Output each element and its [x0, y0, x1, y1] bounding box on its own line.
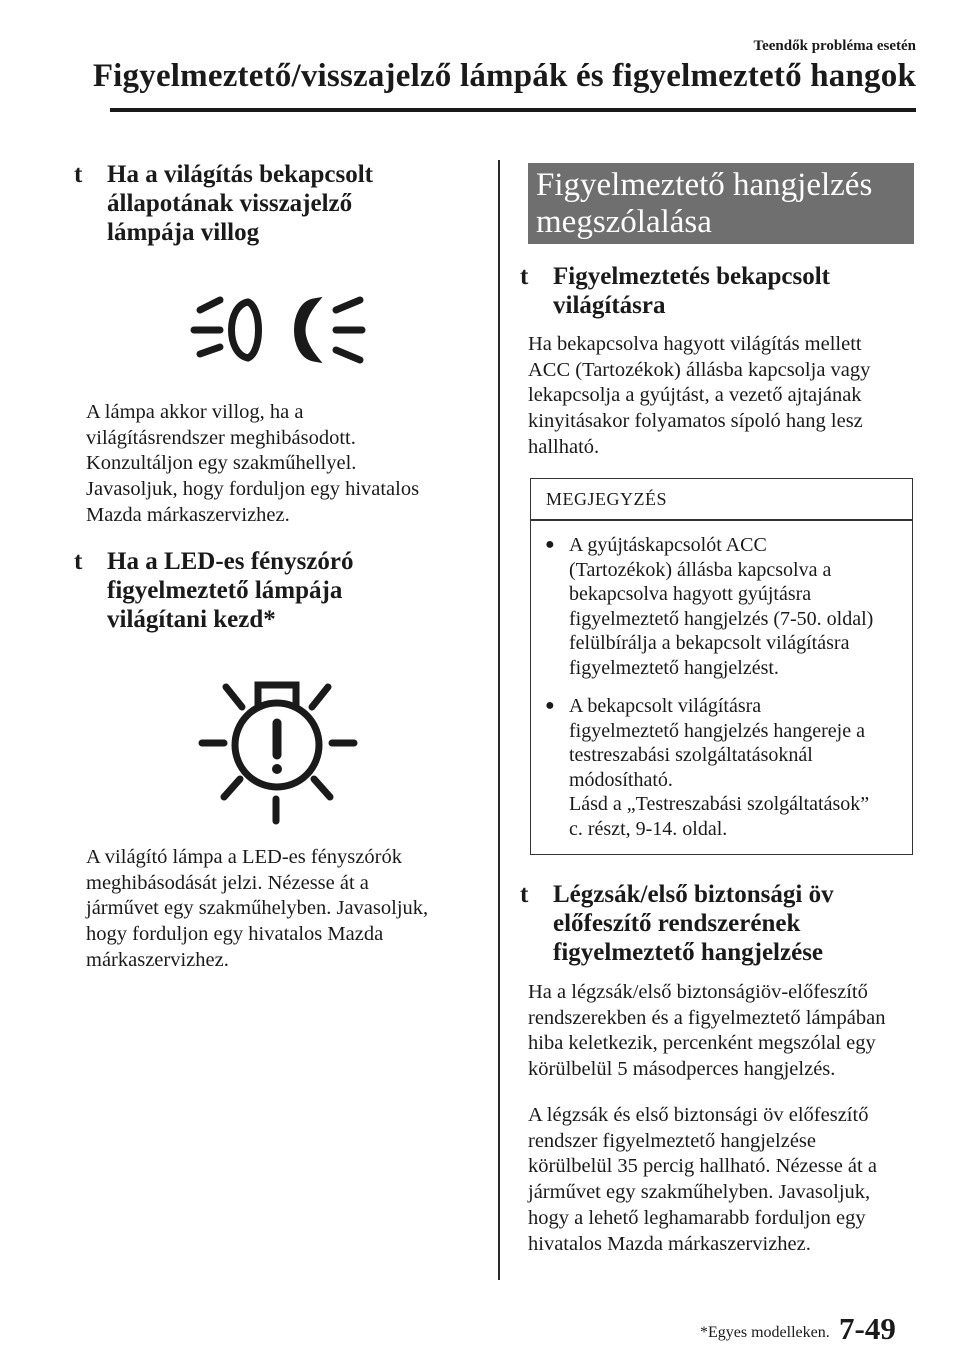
- text-line: hiba keletkezik, percenként megszólal egy: [528, 1032, 876, 1055]
- text-line: világításrendszer meghibásodott.: [86, 426, 356, 449]
- headlight-indicator-icon: [190, 292, 370, 372]
- text-line: kinyitásakor folyamatos sípoló hang lesz: [528, 410, 863, 433]
- text-line: bekapcsolva hagyott gyújtásra: [569, 583, 812, 606]
- heading-line: Figyelmeztetés bekapcsolt: [553, 263, 831, 290]
- text-line: hivatalos Mazda márkaszervizhez.: [528, 1232, 811, 1255]
- text-line: hogy forduljon egy hivatalos Mazda: [86, 923, 384, 946]
- heading-line: állapotának visszajelző: [107, 190, 353, 217]
- text-line: meghibásodását jelzi. Nézesse át a: [86, 871, 369, 894]
- text-line: figyelmeztető hangjelzés (7-50. oldal): [569, 607, 874, 630]
- section-banner: [528, 163, 914, 244]
- text-line: járművet egy szakműhelyben. Javasoljuk,: [528, 1181, 871, 1204]
- right-paragraph-1: [528, 332, 870, 461]
- text-line: figyelmeztető hangjelzést.: [569, 656, 779, 679]
- text-line: rendszerekben és a figyelmeztető lámpában: [528, 1006, 886, 1029]
- right-paragraph-3: [528, 1103, 877, 1257]
- heading-line: figyelmeztető lámpája: [107, 577, 343, 604]
- note-box: [530, 478, 913, 855]
- text-line: A gyújtáskapcsolót ACC: [569, 534, 767, 556]
- banner-line: Figyelmeztető hangjelzés: [536, 167, 873, 203]
- heading-line: Ha a LED-es fényszóró: [107, 548, 354, 575]
- heading-line: lámpája villog: [107, 219, 260, 246]
- text-line: A lámpa akkor villog, ha a: [86, 401, 304, 423]
- heading-bullet: t: [74, 161, 83, 188]
- text-line: Javasoljuk, hogy forduljon egy hivatalos: [86, 478, 420, 501]
- heading-line: figyelmeztető hangjelzése: [553, 939, 824, 966]
- heading-line: Légzsák/első biztonsági öv: [553, 881, 834, 908]
- right-heading-2: [520, 880, 834, 967]
- text-line: Ha bekapcsolva hagyott világítás mellett: [528, 333, 862, 355]
- text-line: járművet egy szakműhelyben. Javasoljuk,: [86, 897, 429, 920]
- right-paragraph-2: [528, 980, 885, 1083]
- heading-line: világításra: [553, 292, 666, 319]
- text-line: Lásd a „Testreszabási szolgáltatások”: [569, 793, 870, 816]
- column-divider: [498, 160, 500, 1280]
- text-line: hogy a lehető leghamarabb forduljon egy: [528, 1206, 866, 1229]
- header-rule: [110, 108, 916, 112]
- text-line: felülbírálja a bekapcsolt világításra: [569, 632, 850, 655]
- note-title: MEGJEGYZÉS: [546, 489, 667, 509]
- text-line: testreszabási szolgáltatásoknál: [569, 744, 813, 767]
- text-line: körülbelül 5 másodperces hangjelzés.: [528, 1058, 836, 1081]
- bullet-dot-icon: ●: [545, 697, 555, 714]
- text-line: hallható.: [528, 435, 600, 458]
- footnote: *Egyes modelleken.: [700, 1324, 830, 1341]
- led-headlight-warning-icon: [198, 675, 358, 825]
- text-line: figyelmeztető hangjelzés hangereje a: [569, 719, 865, 742]
- note-divider: [531, 519, 912, 521]
- heading-line: világítani kezd*: [107, 606, 276, 633]
- text-line: körülbelül 35 percig hallható. Nézesse át a: [528, 1155, 877, 1178]
- left-paragraph-2: [86, 845, 428, 974]
- text-line: A légzsák és első biztonsági öv előfeszítő: [528, 1104, 869, 1126]
- note-item-2: [545, 694, 870, 842]
- text-line: Konzultáljon egy szakműhellyel.: [86, 452, 357, 475]
- page-number: 7-49: [839, 1311, 896, 1346]
- section-label: Teendők probléma esetén: [753, 38, 916, 54]
- text-line: rendszer figyelmeztető hangjelzése: [528, 1129, 816, 1152]
- text-line: módosítható.: [569, 768, 673, 791]
- heading-line: előfeszítő rendszerének: [553, 910, 801, 937]
- text-line: Mazda márkaszervizhez.: [86, 503, 290, 526]
- heading-bullet: t: [74, 548, 83, 575]
- text-line: márkaszervizhez.: [86, 948, 229, 971]
- heading-bullet: t: [520, 263, 529, 290]
- left-heading-1: [74, 160, 373, 247]
- text-line: A világító lámpa a LED-es fényszórók: [86, 846, 402, 868]
- text-line: Ha a légzsák/első biztonságiöv-előfeszítő: [528, 981, 868, 1003]
- bullet-dot-icon: ●: [545, 536, 555, 553]
- left-paragraph-1: [86, 400, 419, 529]
- banner-line: megszólalása: [536, 204, 712, 240]
- heading-bullet: t: [520, 881, 529, 908]
- chapter-title: Figyelmeztető/visszajelző lámpák és figyelmeztető hangok: [92, 58, 916, 94]
- heading-line: Ha a világítás bekapcsolt: [107, 161, 373, 188]
- left-heading-2: [74, 547, 354, 634]
- note-item-1: [545, 533, 874, 681]
- text-line: c. részt, 9-14. oldal.: [569, 817, 728, 840]
- right-heading-1: [520, 262, 831, 320]
- text-line: ACC (Tartozékok) állásba kapcsolja vagy: [528, 358, 871, 381]
- text-line: A bekapcsolt világításra: [569, 695, 762, 717]
- text-line: (Tartozékok) állásba kapcsolva a: [569, 558, 832, 581]
- text-line: lekapcsolja a gyújtást, a vezető ajtajának: [528, 384, 862, 407]
